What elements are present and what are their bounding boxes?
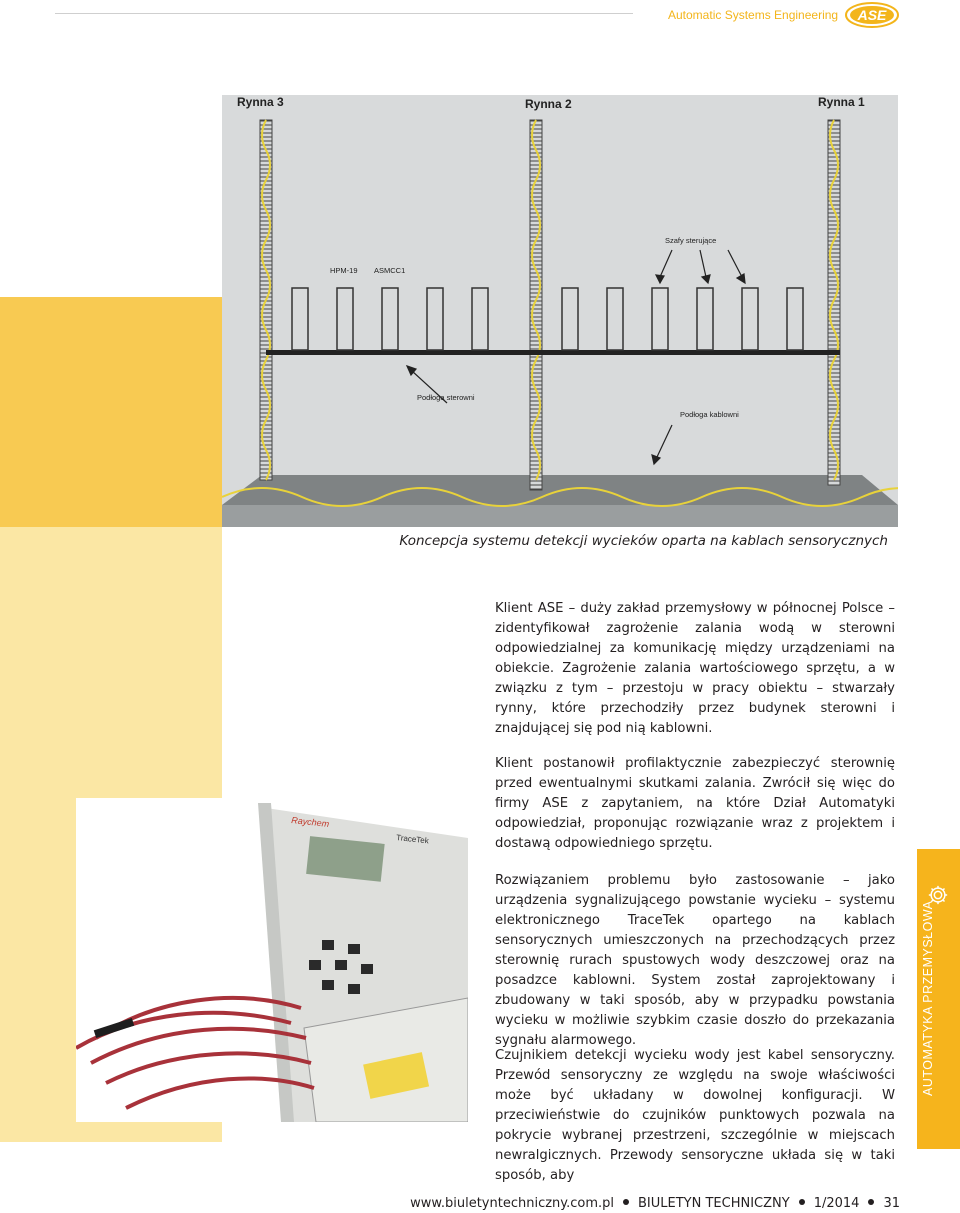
footer-bullet [623, 1199, 629, 1205]
label-asmcc: ASMCC1 [374, 266, 406, 275]
footer-bullet [799, 1199, 805, 1205]
left-decor-panel-top [0, 297, 222, 527]
footer-publication: BIULETYN TECHNICZNY [638, 1196, 790, 1211]
photo-device-label: TraceTek [395, 833, 430, 846]
footer-bullet [868, 1199, 874, 1205]
label-rynna-2: Rynna 2 [525, 97, 572, 111]
tracetek-device-photo [76, 798, 468, 1122]
footer-page-number: 31 [883, 1196, 900, 1211]
side-tab-label: AUTOMATYKA PRZEMYSŁOWA [921, 900, 935, 1096]
label-rynna-1: Rynna 1 [818, 95, 865, 109]
logo-text: ASE [857, 7, 887, 23]
footer [410, 1196, 900, 1211]
paragraph-4: Czujnikiem detekcji wycieku wody jest kabel sensoryczny. Przewód sensoryczny ze względu na swoje właściwości może być układany w dowolnej konfiguracji. W przeciwieństwie do czujników punktowych pozwala na pokrycie wybranej przestrzeni, szczególnie w miejscach newralgicznych. Przewody sensoryczne układa się w taki sposób, aby [495, 1048, 895, 1183]
photo-brand-label: Raychem [290, 815, 330, 829]
label-podloga-sterowni: Podłoga sterowni [417, 393, 475, 402]
figure-caption: Koncepcja systemu detekcji wycieków oparta na kablach sensorycznych [399, 533, 888, 549]
paragraph-2: Klient postanowił profilaktycznie zabezpieczyć sterownię przed ewentualnymi skutkami zalania. Zwrócił się więc do firmy ASE z zapytaniem, na które Dział Automatyki odpowiedział, proponując rozwiązanie wraz z projektem i dostawą odpowiedniego sprzętu. [495, 756, 895, 851]
brand-text: Automatic Systems Engineering [668, 8, 839, 22]
label-hpm: HPM-19 [330, 266, 358, 275]
label-podloga-kablowni: Podłoga kablowni [680, 410, 739, 419]
label-szafy: Szafy sterujące [665, 236, 717, 245]
footer-website[interactable]: www.biuletyntechniczny.com.pl [410, 1196, 615, 1211]
paragraph-3: Rozwiązaniem problemu było zastosowanie – jako urządzenia sygnalizującego powstanie wycieku – systemu elektronicznego TraceTek opartego na kablach sensorycznych umieszczonych na przechodzących przez sterownię rurach spustowych wody deszczowej oraz na posadzce kablowni. System został zaprojektowany i zbudowany w taki sposób, aby w przypadku powstania wycieku w możliwie szybkim czasie doszło do przekazania sygnału alarmowego. [495, 873, 895, 1048]
ase-logo [844, 1, 900, 29]
leak-detection-diagram [222, 95, 898, 527]
footer-issue: 1/2014 [813, 1196, 860, 1211]
header-rule [55, 13, 633, 14]
paragraph-1: Klient ASE – duży zakład przemysłowy w północnej Polsce – zidentyfikował zagrożenie zalania wodą w sterowni odpowiedzialnej za komunikację między urządzeniami na obiekcie. Zagrożenie zalania wartościowego sprzętu, a w związku z tym – przestoju w pracy obiektu – stwarzały rynny, które przechodziły przez budynek sterowni i znajdującej się pod nią kablowni. [495, 601, 895, 736]
label-rynna-3: Rynna 3 [237, 95, 284, 109]
